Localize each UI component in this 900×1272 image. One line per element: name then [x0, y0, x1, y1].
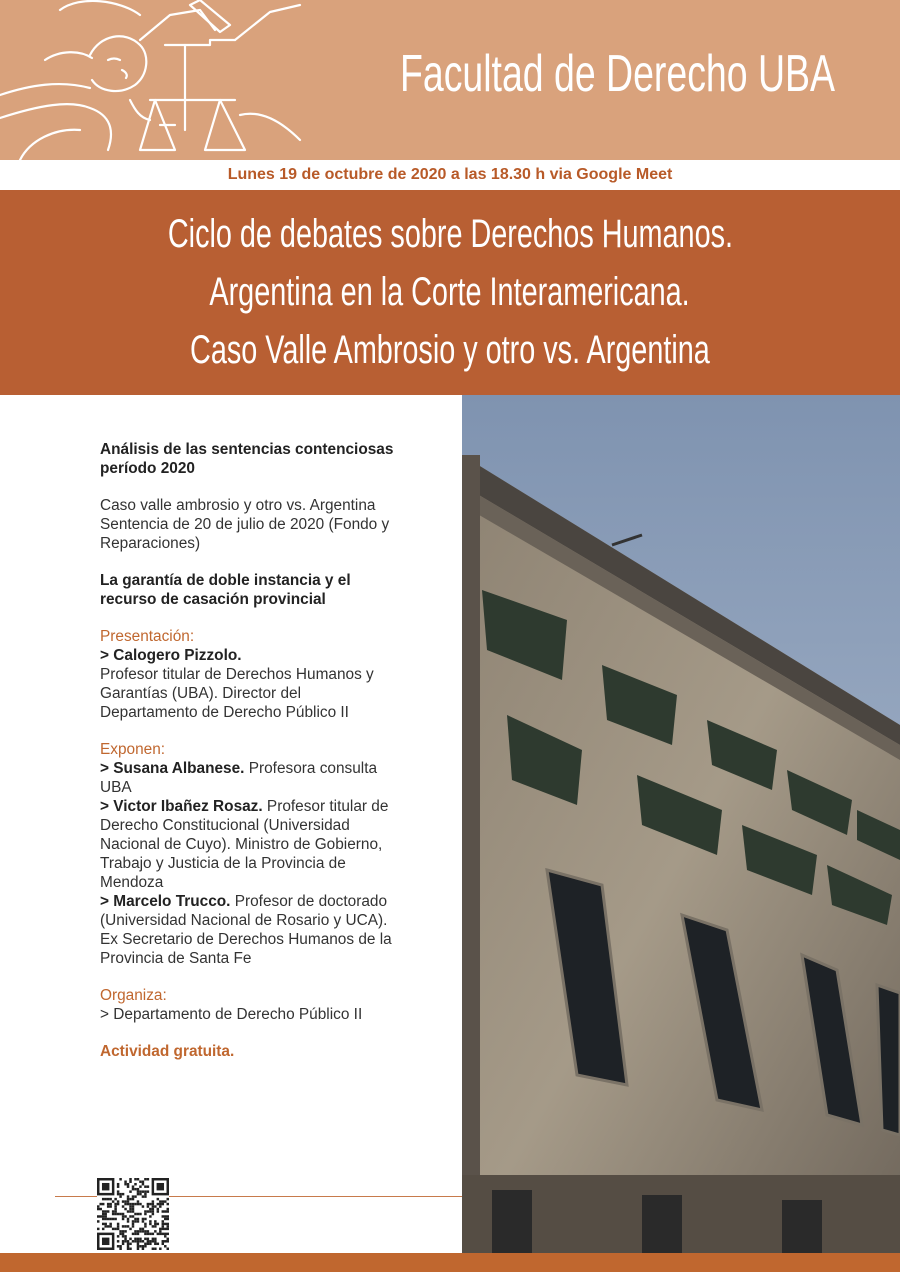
presentacion-label: Presentación:	[100, 628, 195, 645]
analysis-heading-line-1: Análisis de las sentencias contenciosas	[100, 441, 394, 458]
presenter-bio-line-3: Departamento de Derecho Público II	[100, 704, 349, 721]
speaker-1	[100, 759, 430, 778]
case-line-1: Caso valle ambrosio y otro vs. Argentina	[100, 497, 376, 514]
speaker-name: > Marcelo Trucco.	[100, 893, 231, 910]
speaker-3-bio-line: (Universidad Nacional de Rosario y UCA).	[100, 912, 388, 929]
header	[0, 0, 900, 160]
speaker-bio: Profesor titular de	[262, 798, 389, 815]
topic-line-1: La garantía de doble instancia y el	[100, 572, 351, 589]
case-line-3: Reparaciones)	[100, 535, 201, 552]
presenter-name: > Calogero Pizzolo.	[100, 647, 242, 664]
justice-figure-illustration	[0, 0, 310, 160]
qr-code-icon[interactable]	[97, 1178, 169, 1250]
speaker-3	[100, 892, 430, 911]
topic-line-2: recurso de casación provincial	[100, 591, 326, 608]
building-photo	[462, 395, 900, 1253]
speaker-2-bio-line: Trabajo y Justicia de la Provincia de	[100, 855, 346, 872]
event-date-text: Lunes 19 de octubre de 2020 a las 18.30 h via Google Meet	[227, 166, 673, 183]
page-title: Facultad de Derecho UBA	[400, 45, 835, 103]
speaker-2	[100, 797, 430, 816]
speaker-1-bio-line: UBA	[100, 779, 132, 796]
speaker-2-bio-line: Nacional de Cuyo). Ministro de Gobierno,	[100, 836, 383, 853]
speaker-name: > Victor Ibañez Rosaz.	[100, 798, 263, 815]
event-details	[100, 440, 430, 1061]
footer-bar	[0, 1253, 900, 1272]
exponen-label: Exponen:	[100, 741, 166, 758]
speaker-name: > Susana Albanese.	[100, 760, 245, 777]
organiza-value: > Departamento de Derecho Público II	[100, 1006, 363, 1023]
speaker-bio: Profesor de doctorado	[230, 893, 388, 910]
event-title-line-3: Caso Valle Ambrosio y otro vs. Argentina	[190, 328, 710, 372]
presenter-bio-line-1: Profesor titular de Derechos Humanos y	[100, 666, 374, 683]
free-activity-label: Actividad gratuita.	[100, 1043, 235, 1060]
organiza-label: Organiza:	[100, 987, 167, 1004]
speaker-2-bio-line: Mendoza	[100, 874, 164, 891]
speaker-3-bio-line: Ex Secretario de Derechos Humanos de la	[100, 931, 392, 948]
event-date	[0, 160, 900, 190]
speaker-bio: Profesora consulta	[244, 760, 378, 777]
event-title-line-2: Argentina en la Corte Interamericana.	[209, 270, 691, 314]
presenter-bio-line-2: Garantías (UBA). Director del	[100, 685, 301, 702]
speaker-2-bio-line: Derecho Constitucional (Universidad	[100, 817, 350, 834]
case-line-2: Sentencia de 20 de julio de 2020 (Fondo y	[100, 516, 390, 533]
event-title-banner	[0, 190, 900, 395]
event-title-line-1: Ciclo de debates sobre Derechos Humanos.	[167, 212, 733, 256]
analysis-heading-line-2: período 2020	[100, 460, 195, 477]
speaker-3-bio-line: Provincia de Santa Fe	[100, 950, 252, 967]
